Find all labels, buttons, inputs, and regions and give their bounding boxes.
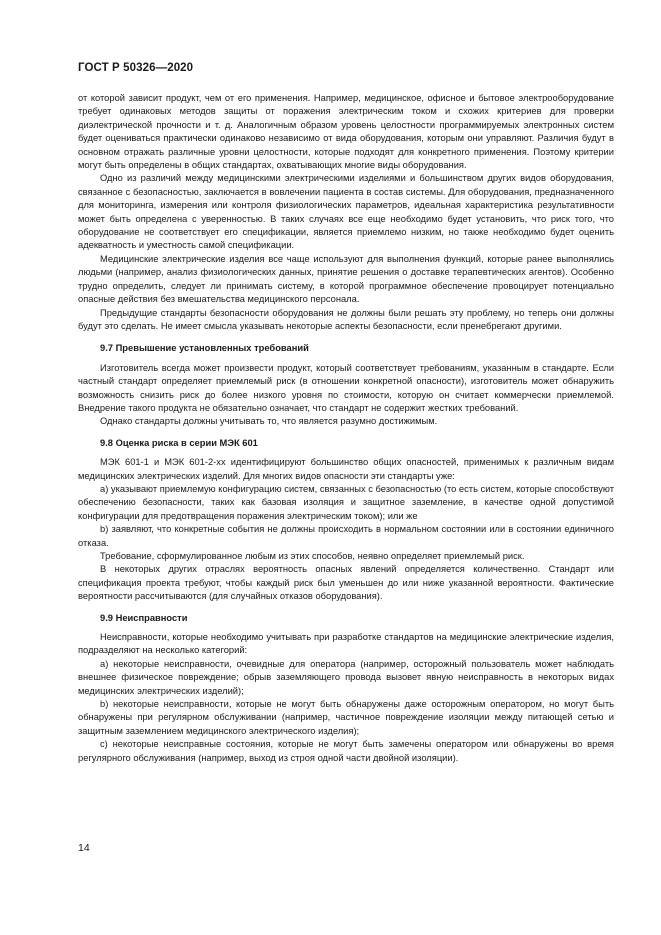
paragraph: Однако стандарты должны учитывать то, что является разумно достижимым. (100, 416, 438, 427)
paragraph: МЭК 601-1 и МЭК 601-2-хх идентифицируют большинство общих опасностей, применимых к различным видам медицинских электрических изделий. Для многих видов опасности эти стандарты уже: (78, 457, 614, 481)
document-body (78, 92, 614, 765)
paragraph: Изготовитель всегда может произвести продукт, который соответствует требованиям, указанным в стандарте. Если частный стандарт определяет приемлемый риск (в отношении конкретной опасности), изготовитель может обнаружить возможность снизить риск до более низкого уровня по стоимости, которую он считает коммерчески приемлемой. Внедрение такого продукта не обязательно означает, что стандарт не содержит жестких требований. (78, 362, 614, 413)
list-item: b) заявляют, что конкретные события не должны происходить в нормальном состоянии или в состоянии единичного отказа. (78, 524, 614, 548)
standard-header: ГОСТ Р 50326—2020 (78, 62, 194, 74)
paragraph: от которой зависит продукт, чем от его применения. Например, медицинское, офисное и бытовое электрооборудование требует одинаковых методов защиты от поражения электрическим током и схожих критериев для проверки диэлектрической прочности и т. д. Аналогичным образом уровень целостности программируемых электронных систем будет оцениваться практически одинаково независимо от вида оборудования, которым они управляют. Различия будут в основном отражать различные уровни целостности, которые подходят для конкретного применения. Поэтому критерии могут быть определены в общих стандартах, охватывающих многие виды оборудования. (78, 93, 614, 171)
section-heading-9-7: 9.7 Превышение установленных требований (100, 343, 309, 354)
list-item: c) некоторые неисправные состояния, которые не могут быть замечены оператором или обнаружены во время регулярного обслуживания (например, выход из строя одной части двойной изоляции). (78, 739, 614, 763)
section-heading-9-8: 9.8 Оценка риска в серии МЭК 601 (100, 437, 258, 448)
list-item: a) указывают приемлемую конфигурацию систем, связанных с безопасностью (то есть систем, которые способствуют обеспечению безопасности, таких как базовая изоляция и защитное заземление, в качестве одной допустимой конфигурации для предотвращения поражения электрическим током); или же (78, 483, 614, 521)
list-item: b) некоторые неисправности, которые не могут быть обнаружены даже осторожным оператором, но могут быть обнаружены при регулярном обслуживании (например, частичное повреждение изоляции между питающей сетью и защитным заземлением медицинского электрического изделия); (78, 699, 614, 736)
paragraph: Предыдущие стандарты безопасности оборудования не должны были решать эту проблему, но теперь они должны будут это сделать. Не имеет смысла указывать некоторые аспекты безопасности, если пренебрегают другими. (78, 307, 614, 331)
paragraph: Медицинские электрические изделия все чаще используют для выполнения функций, которые ранее выполнялись людьми (например, анализ физиологических данных, принятие решения о доставке терапевтических агентов). Особенно трудно определить, следует ли принимать систему, в которой программное обеспечение провоцирует потенциально опасные действия без вмешательства медицинского персонала. (78, 253, 614, 305)
page-number: 14 (78, 842, 90, 854)
paragraph: Неисправности, которые необходимо учитывать при разработке стандартов на медицинские электрические изделия, подразделяют на несколько категорий: (78, 632, 614, 656)
section-heading-9-9: 9.9 Неисправности (100, 612, 188, 623)
paragraph: Требование, сформулированное любым из этих способов, неявно определяет приемлемый риск. (100, 551, 525, 561)
paragraph: Одно из различий между медицинскими электрическими изделиями и большинством других видов оборудования, связанное с безопасностью, заключается в вовлечении пациента в состав системы. Для оборудования, предназначенного для мониторинга, измерения или контроля физиологических параметров, идеальная характеристика результативности может быть определена с уверенностью. В таких случаях все еще необходимо будет установить, что риск того, что оборудование не соответствует его спецификации, является приемлемо низким, но также необходимо будет оценить адекватность и уместность самой спецификации. (78, 173, 614, 251)
paragraph: В некоторых других отраслях вероятность опасных явлений определяется количественно. Стандарт или спецификация проекта требуют, чтобы каждый риск был уменьшен до или ниже указанной вероятности. Фактические вероятности рассчитываются (для случайных отказов оборудования). (78, 564, 614, 602)
list-item: a) некоторые неисправности, очевидные для оператора (например, осторожный пользователь может наблюдать внешнее физическое повреждение; обрыв заземляющего провода вызовет явную неисправность в некоторых видах медицинских электрических изделий); (78, 658, 614, 696)
